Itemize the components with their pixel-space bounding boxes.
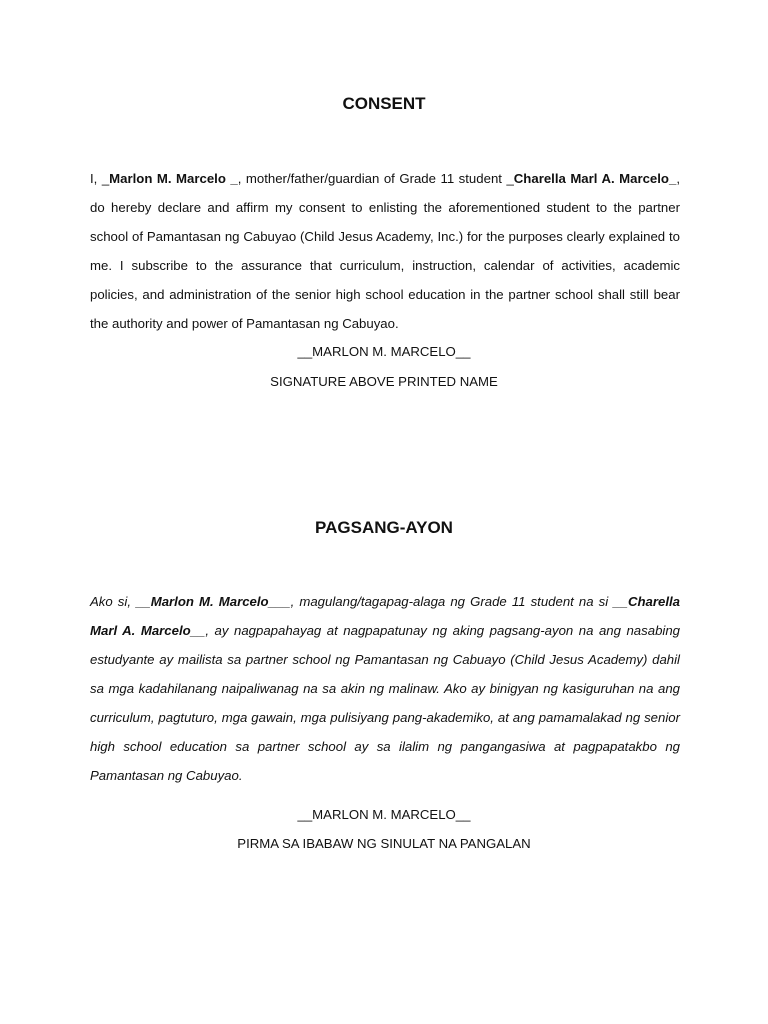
consent-text-2: , mother/father/guardian of Grade 11 student _: [237, 171, 514, 186]
pagsang-ayon-paragraph: [90, 587, 680, 790]
consent-title: CONSENT: [342, 94, 426, 113]
pagsang-ayon-text-1: Ako si, __: [90, 594, 151, 609]
pagsang-ayon-parent-name: Marlon M. Marcelo: [150, 594, 269, 609]
consent-paragraph: [90, 164, 680, 338]
pagsang-ayon-signature-caption: PIRMA SA IBABAW NG SINULAT NA PANGALAN: [237, 836, 531, 851]
consent-signature-caption: SIGNATURE ABOVE PRINTED NAME: [270, 374, 498, 389]
pagsang-ayon-text-2: ___, magulang/tagapag-alaga ng Grade 11 student na si __: [268, 594, 628, 609]
consent-text-3: , do hereby declare and affirm my consent to enlisting the aforementioned student to the partner school of Pamantasan ng Cabuyao (Child Jesus Academy, Inc.) for the purposes clearly explained to me. I subscribe to the assurance that curriculum, instruction, calendar of activities, academic policies, and administration of the senior high school education in the partner school shall still bear the authority and power of Pamantasan ng Cabuyao.: [90, 171, 680, 331]
pagsang-ayon-signature-name: __MARLON M. MARCELO__: [297, 807, 471, 822]
consent-text-1: I, _: [90, 171, 110, 186]
consent-signature-name: __MARLON M. MARCELO__: [297, 344, 471, 359]
consent-parent-name: Marlon M. Marcelo _: [109, 171, 238, 186]
consent-student-name: Charella Marl A. Marcelo_: [513, 171, 677, 186]
pagsang-ayon-text-3: __, ay nagpapahayag at nagpapatunay ng aking pagsang-ayon na ang nasabing estudyante ay mailista sa partner school ng Pamantasan ng Cabuayo (Child Jesus Academy) dahil sa mga kadahilanang naipaliwanag na sa akin ng malinaw. Ako ay binigyan ng kasiguruhan na ang curriculum, pagtuturo, mga gawain, mga pulisiyang pang-akademiko, at ang pamamalakad ng senior high school education sa partner school ay sa ilalim ng pangangasiwa at pagpapatakbo ng Pamantasan ng Cabuyao.: [90, 623, 680, 783]
pagsang-ayon-student-name: Charella Marl A. Marcelo: [90, 594, 680, 638]
pagsang-ayon-title: PAGSANG-AYON: [315, 518, 453, 537]
